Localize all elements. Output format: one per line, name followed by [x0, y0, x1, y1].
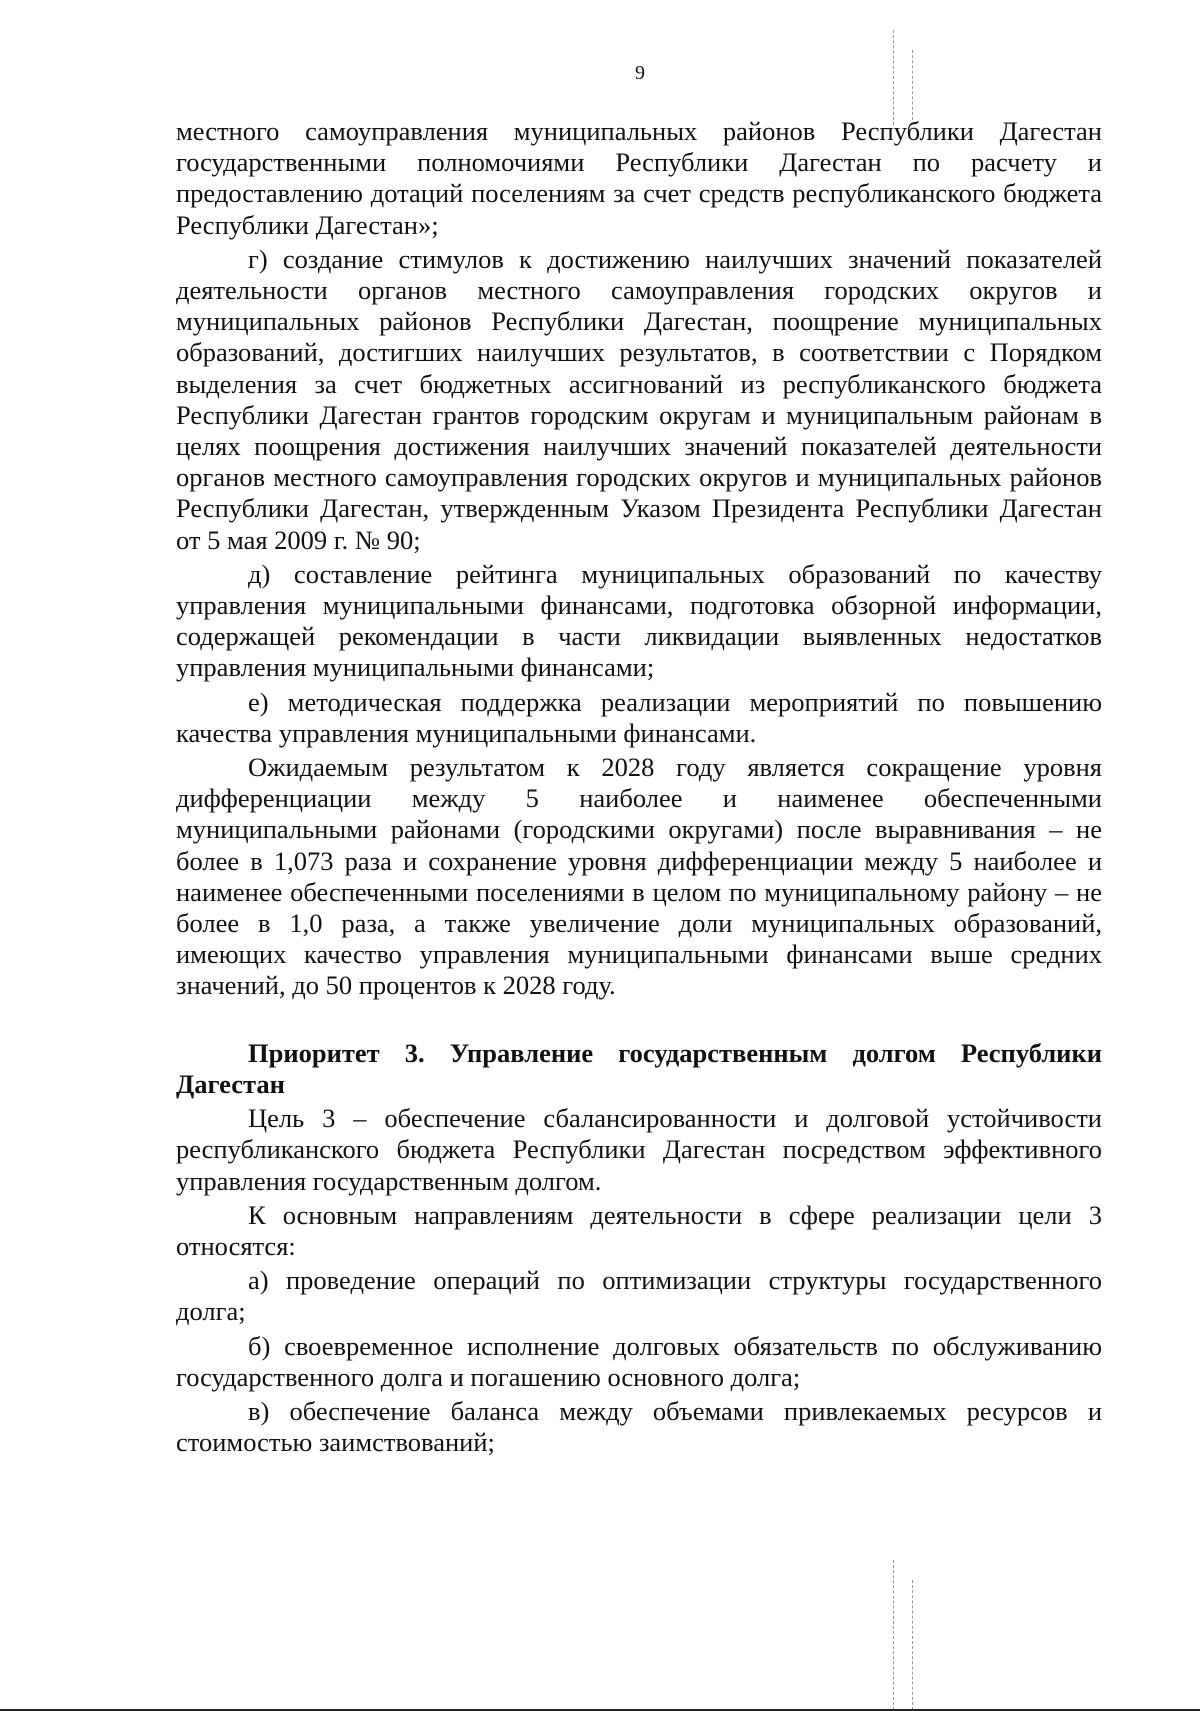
paragraph-item-g: г) создание стимулов к достижению наилучших значений показателей деятельности органов местного самоуправления городских округов и муниципальных районов Республики Дагестан, поощрение муниципальных образований, достигших наилучших результатов, в соответствии с Порядком выделения за счет бюджетных ассигнований из республиканского бюджета Республики Дагестан грантов городским округам и муниципальным районам в целях поощрения достижения наилучших значений показателей деятельности органов местного самоуправления городских округов и муниципальных районов Республики Дагестан, утвержденным Указом Президента Республики Дагестан от 5 мая 2009 г. № 90;: [176, 243, 1102, 555]
paragraph-item-e: е) методическая поддержка реализации мероприятий по повышению качества управления муниципальными финансами.: [176, 686, 1102, 748]
paragraph-item-a: а) проведение операций по оптимизации структуры государственного долга;: [176, 1265, 1102, 1327]
paragraph-item-v: в) обеспечение баланса между объемами привлекаемых ресурсов и стоимостью заимствований;: [176, 1395, 1102, 1458]
scan-artifact-line: [893, 1560, 894, 1710]
section-heading: Приоритет 3. Управление государственным долгом Республики Дагестан: [176, 1037, 1102, 1099]
paragraph-item-b: б) своевременное исполнение долговых обязательств по обслуживанию государственного долга и погашению основного долга;: [176, 1330, 1102, 1392]
paragraph-item-d: д) составление рейтинга муниципальных образований по качеству управления муниципальными финансами, подготовка обзорной информации, содержащей рекомендации в части ликвидации выявленных недостатков управления муниципальными финансами;: [176, 558, 1102, 683]
paragraph-continuation: местного самоуправления муниципальных районов Республики Дагестан государственными полномочиями Республики Дагестан по расчету и предоставлению дотаций поселениям за счет средств республиканского бюджета Республики Дагестан»;: [176, 116, 1102, 240]
scan-artifact-line: [912, 1580, 913, 1710]
paragraph-goal: Цель 3 – обеспечение сбалансированности и долговой устойчивости республиканского бюджета Республики Дагестан посредством эффективного управления государственным долгом.: [176, 1103, 1102, 1196]
document-body: [176, 116, 1102, 1458]
paragraph-directions-intro: К основным направлениям деятельности в сфере реализации цели 3 относятся:: [176, 1199, 1102, 1261]
page-number: 9: [635, 62, 645, 84]
paragraph-expected-result: Ожидаемым результатом к 2028 году является сокращение уровня дифференциации между 5 наиболее и наименее обеспеченными муниципальными районами (городскими округами) после выравнивания – не более в 1,073 раза и сохранение уровня дифференциации между 5 наиболее и наименее обеспеченными поселениями в целом по муниципальному району – не более в 1,0 раза, а также увеличение доли муниципальных образований, имеющих качество управления муниципальными финансами выше средних значений, до 50 процентов к 2028 году.: [176, 752, 1102, 1001]
scan-artifact-line: [912, 50, 913, 120]
scan-artifact-line: [893, 30, 894, 125]
